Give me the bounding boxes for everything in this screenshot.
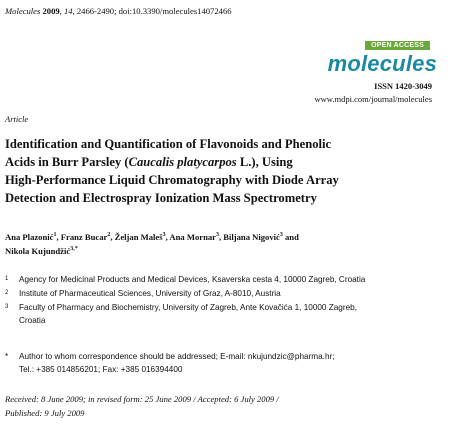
affiliation-mark: 3 xyxy=(5,304,9,310)
correspondence-mark: * xyxy=(5,352,9,361)
title-line: High-Performance Liquid Chromatography with Diode Array xyxy=(5,173,339,187)
citation-journal: Molecules xyxy=(5,6,41,16)
affiliation-2 xyxy=(5,287,425,300)
title-line: Identification and Quantification of Flavonoids and Phenolic xyxy=(5,137,332,151)
author-affiliation-mark: 3,* xyxy=(70,246,78,253)
citation-line: Molecules 2009, 14, 2466-2490; doi:10.3390/molecules14072466 xyxy=(5,6,232,16)
correspondence-phone-line: Tel.: +385 014856201; Fax: +385 016394400 xyxy=(19,365,183,374)
published-line: Published: 9 July 2009 xyxy=(5,408,85,418)
author-name: Franz Bucar xyxy=(60,232,108,242)
author-name: Željan Maleš xyxy=(114,232,163,242)
article-title xyxy=(5,135,440,207)
open-access-badge: OPEN ACCESS xyxy=(365,41,430,50)
author-affiliation-mark: 1 xyxy=(53,232,57,239)
affiliation-text: Agency for Medicinal Products and Medical Devices, Ksaverska cesta 4, 10000 Zagreb, Croatia xyxy=(19,275,366,284)
affiliation-text: Institute of Pharmaceutical Sciences, University of Graz, A-8010, Austria xyxy=(19,289,281,298)
affiliation-mark: 1 xyxy=(5,276,9,282)
affiliation-3 xyxy=(5,301,425,327)
citation-volume: 14 xyxy=(63,6,73,16)
correspondence-email-line[interactable]: Author to whom correspondence should be addressed; E-mail: nkujundzic@pharma.hr; xyxy=(19,352,335,361)
author-affiliation-mark: 3 xyxy=(215,232,219,239)
author-name: Ana Plazonić xyxy=(5,232,54,242)
citation-year: 2009 xyxy=(42,6,60,16)
article-type: Article xyxy=(5,114,29,124)
citation-pages-doi: , 2466-2490; doi:10.3390/molecules14072466 xyxy=(72,6,232,16)
author-name: Ana Mornar xyxy=(169,232,216,242)
author-list: Ana Plazonić$^1$, Franz Bucar$^2$, Željan Maleš$^3$, Ana Mornar$^3$, Biljana Nigović$^3$ and Nikola Kujundžić$^{3,*}$ xyxy=(5,232,299,256)
affiliation-text: Croatia xyxy=(19,316,46,325)
author-affiliation-mark: 3 xyxy=(162,232,166,239)
affiliation-text: Faculty of Pharmacy and Biochemistry, University of Zagreb, Ante Kovačića 1, 10000 Zagreb, xyxy=(19,303,357,312)
author-affiliation-mark: 2 xyxy=(107,232,111,239)
author-name: Nikola Kujundžić xyxy=(5,246,71,256)
title-line: Acids in Burr Parsley (Caucalis platycarpos L.), Using xyxy=(5,155,293,169)
correspondence xyxy=(5,350,425,376)
author-affiliation-mark: 3 xyxy=(279,232,283,239)
received-accepted-line: Received: 8 June 2009; in revised form: 25 June 2009 / Accepted: 6 July 2009 / xyxy=(5,394,279,404)
author-name: Biljana Nigović xyxy=(223,232,280,242)
affiliation-1 xyxy=(5,273,425,286)
affiliation-mark: 2 xyxy=(5,290,9,296)
journal-logo: molecules xyxy=(327,51,437,76)
journal-url[interactable]: www.mdpi.com/journal/molecules xyxy=(314,94,432,104)
publication-dates xyxy=(5,392,425,420)
title-line: Detection and Electrospray Ionization Mass Spectrometry xyxy=(5,191,317,205)
issn: ISSN 1420-3049 xyxy=(374,81,432,91)
